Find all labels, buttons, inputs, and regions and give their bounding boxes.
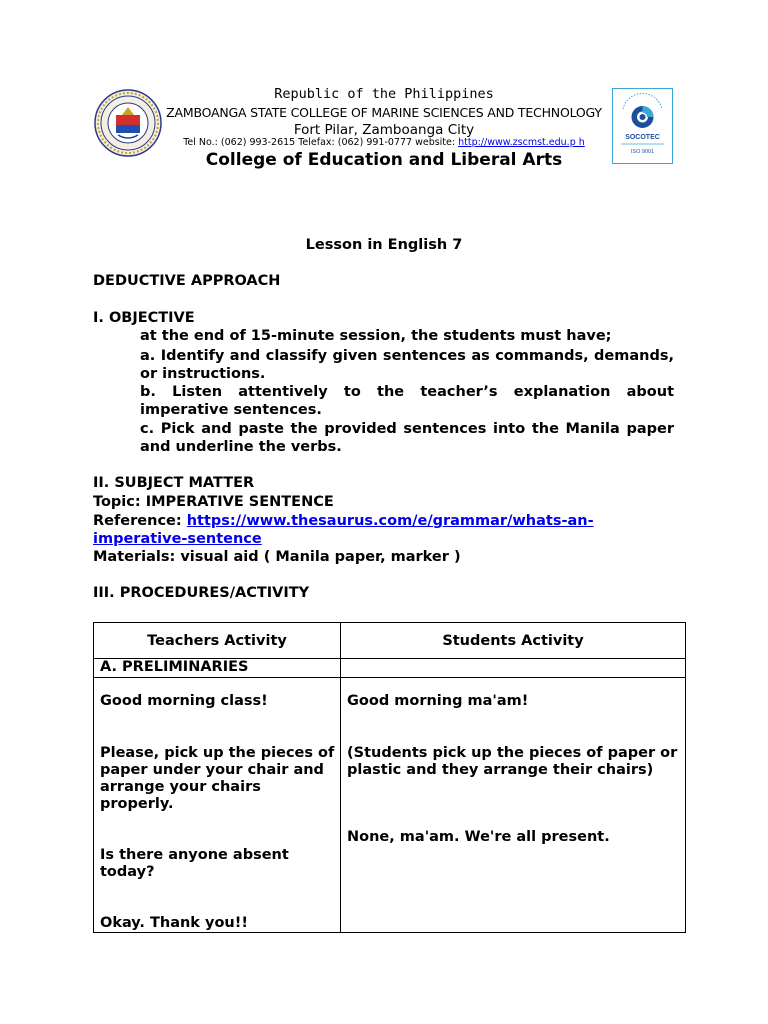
section-label: A. PRELIMINARIES — [100, 659, 249, 675]
procedures-heading: III. PROCEDURES/ACTIVITY — [93, 585, 310, 601]
approach-heading: DEDUCTIVE APPROACH — [93, 273, 281, 289]
objective-item: a. Identify and classify given sentences as commands, demands, or instructions. — [140, 348, 674, 383]
teacher-column-header: Teachers Activity — [147, 632, 287, 649]
teacher-line: Good morning class! — [100, 693, 268, 709]
reference-link-line2: imperative-sentence — [93, 531, 262, 548]
topic-line: Topic: IMPERATIVE SENTENCE — [93, 494, 334, 510]
objective-intro: at the end of 15-minute session, the students must have; — [140, 328, 612, 344]
header-republic: Republic of the Philippines — [274, 86, 494, 102]
teacher-line: Please, pick up the pieces of paper under your chair and arrange your chairs properly. — [100, 745, 335, 812]
objective-item: b. Listen attentively to the teacher’s explanation about imperative sentences. — [140, 384, 674, 419]
reference-label: Reference: — [93, 513, 187, 529]
table-divider — [94, 677, 685, 678]
contact-text: Tel No.: (062) 993-2615 Telefax: (062) 991-0777 website: — [183, 137, 459, 148]
header-college-name: ZAMBOANGA STATE COLLEGE OF MARINE SCIENCES AND TECHNOLOGY — [166, 105, 602, 120]
teacher-line: Is there anyone absent today? — [100, 847, 289, 880]
student-line: (Students pick up the pieces of paper or plastic and they arrange their chairs) — [347, 745, 678, 778]
cert-standard-text: ISO 9001 — [630, 149, 655, 155]
student-line: None, ma'am. We're all present. — [347, 829, 610, 845]
materials-line: Materials: visual aid ( Manila paper, marker ) — [93, 549, 461, 565]
teacher-line: Okay. Thank you!! — [100, 915, 248, 931]
lesson-title: Lesson in English 7 — [305, 237, 463, 253]
header-city: Fort Pilar, Zamboanga City — [293, 122, 475, 138]
objective-heading: I. OBJECTIVE — [93, 310, 195, 326]
cert-brand-text: SOCOTEC — [625, 134, 660, 141]
subject-matter-heading: II. SUBJECT MATTER — [93, 475, 255, 491]
activity-table — [93, 622, 686, 933]
table-divider — [340, 623, 341, 932]
reference-link-line1: https://www.thesaurus.com/e/grammar/whats-an- — [186, 513, 594, 529]
website-link[interactable]: http://www.zscmst.edu.p h — [458, 137, 585, 148]
header-department: College of Education and Liberal Arts — [205, 150, 563, 170]
header-contact — [150, 137, 618, 148]
students-column-header: Students Activity — [442, 632, 584, 649]
objective-item: c. Pick and paste the provided sentences into the Manila paper and underline the verbs. — [140, 421, 674, 456]
reference-line — [93, 512, 693, 549]
student-line: Good morning ma'am! — [347, 693, 529, 709]
